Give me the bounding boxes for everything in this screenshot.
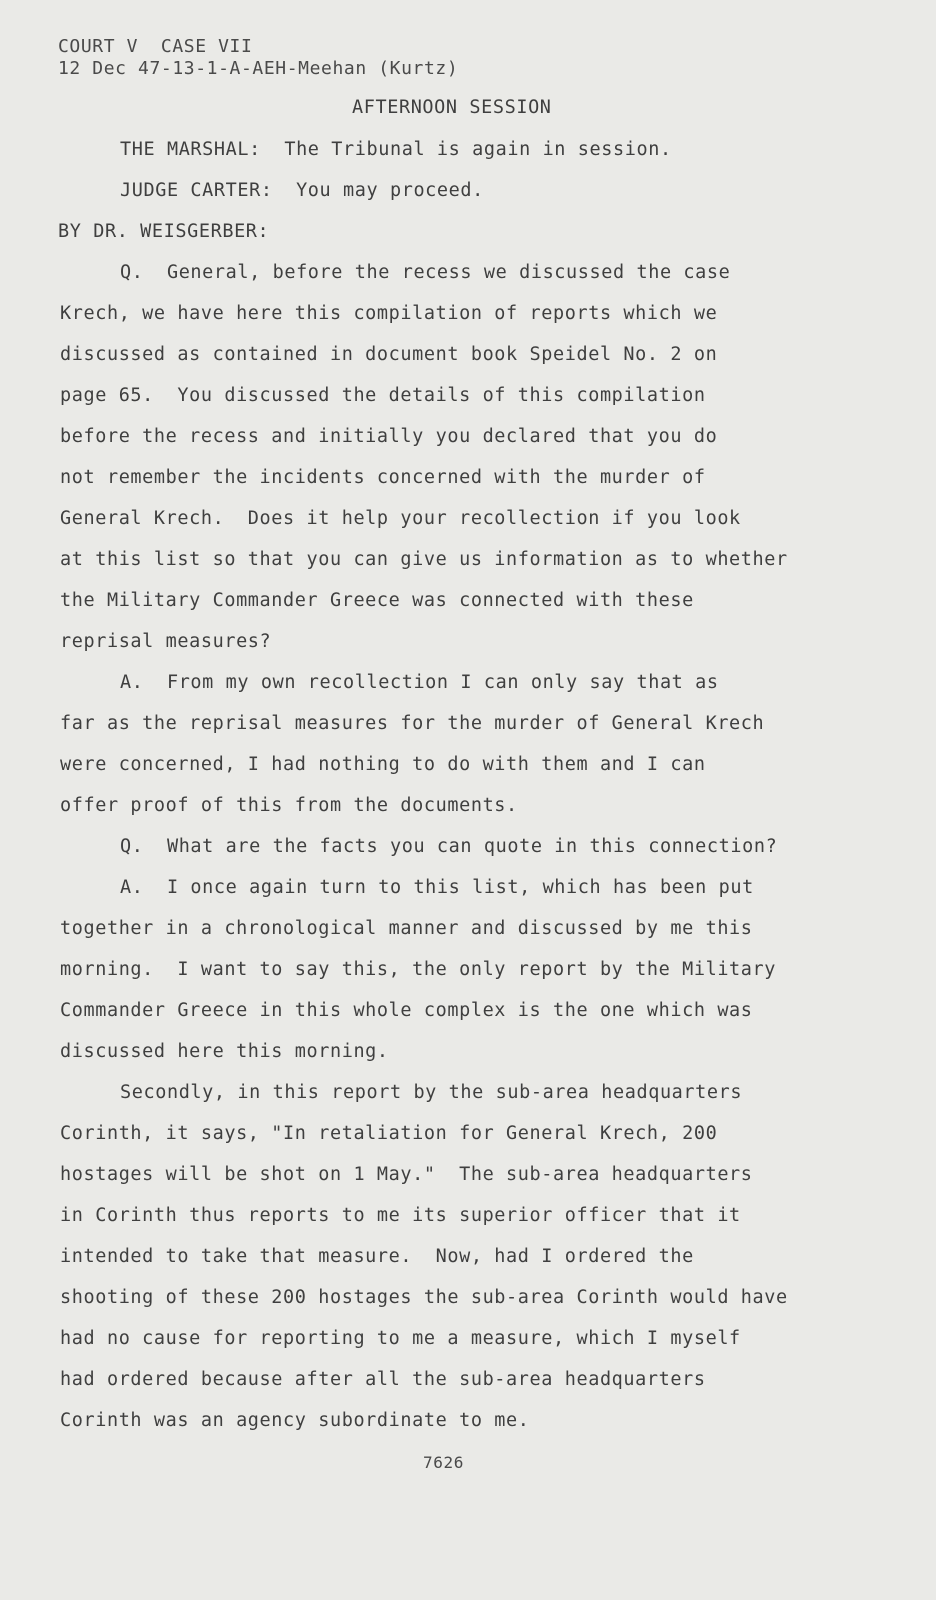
body-line: had ordered because after all the sub-area headquarters <box>60 1369 706 1390</box>
body-line: far as the reprisal measures for the murder of General Krech <box>60 713 765 734</box>
body-line: THE MARSHAL: The Tribunal is again in session. <box>120 139 672 160</box>
body-line: shooting of these 200 hostages the sub-area Corinth would have <box>60 1287 788 1308</box>
court-case-header: COURT V CASE VII <box>58 36 253 57</box>
body-line: General Krech. Does it help your recollection if you look <box>60 508 741 529</box>
body-line: Corinth, it says, "In retaliation for General Krech, 200 <box>60 1123 718 1144</box>
body-line: together in a chronological manner and discussed by me this <box>60 918 753 939</box>
body-line: discussed here this morning. <box>60 1041 389 1062</box>
session-title: AFTERNOON SESSION <box>352 97 552 118</box>
body-line: Q. What are the facts you can quote in this connection? <box>120 836 778 857</box>
body-line: had no cause for reporting to me a measure, which I myself <box>60 1328 741 1349</box>
body-line: not remember the incidents concerned with the murder of <box>60 467 706 488</box>
date-reporter-header: 12 Dec 47-13-1-A-AEH-Meehan (Kurtz) <box>58 58 459 79</box>
body-line: Q. General, before the recess we discussed the case <box>120 262 731 283</box>
body-line: the Military Commander Greece was connected with these <box>60 590 694 611</box>
body-line: page 65. You discussed the details of this compilation <box>60 385 706 406</box>
body-line: reprisal measures? <box>60 631 272 652</box>
body-line: Krech, we have here this compilation of reports which we <box>60 303 718 324</box>
body-line: morning. I want to say this, the only report by the Military <box>60 959 777 980</box>
body-line: hostages will be shot on 1 May." The sub-area headquarters <box>60 1164 753 1185</box>
body-line: Secondly, in this report by the sub-area headquarters <box>120 1082 743 1103</box>
body-line: were concerned, I had nothing to do with them and I can <box>60 754 706 775</box>
body-line: Corinth was an agency subordinate to me. <box>60 1410 530 1431</box>
body-line: discussed as contained in document book Speidel No. 2 on <box>60 344 718 365</box>
body-line: JUDGE CARTER: You may proceed. <box>120 180 484 201</box>
body-line: A. I once again turn to this list, which has been put <box>120 877 754 898</box>
body-line: at this list so that you can give us information as to whether <box>60 549 788 570</box>
body-line: before the recess and initially you declared that you do <box>60 426 718 447</box>
body-line: intended to take that measure. Now, had I ordered the <box>60 1246 694 1267</box>
body-line: Commander Greece in this whole complex is the one which was <box>60 1000 753 1021</box>
body-line: in Corinth thus reports to me its superior officer that it <box>60 1205 741 1226</box>
body-line: A. From my own recollection I can only say that as <box>120 672 719 693</box>
body-line: offer proof of this from the documents. <box>60 795 518 816</box>
page-number: 7626 <box>423 1453 464 1472</box>
body-line: BY DR. WEISGERBER: <box>58 221 270 242</box>
